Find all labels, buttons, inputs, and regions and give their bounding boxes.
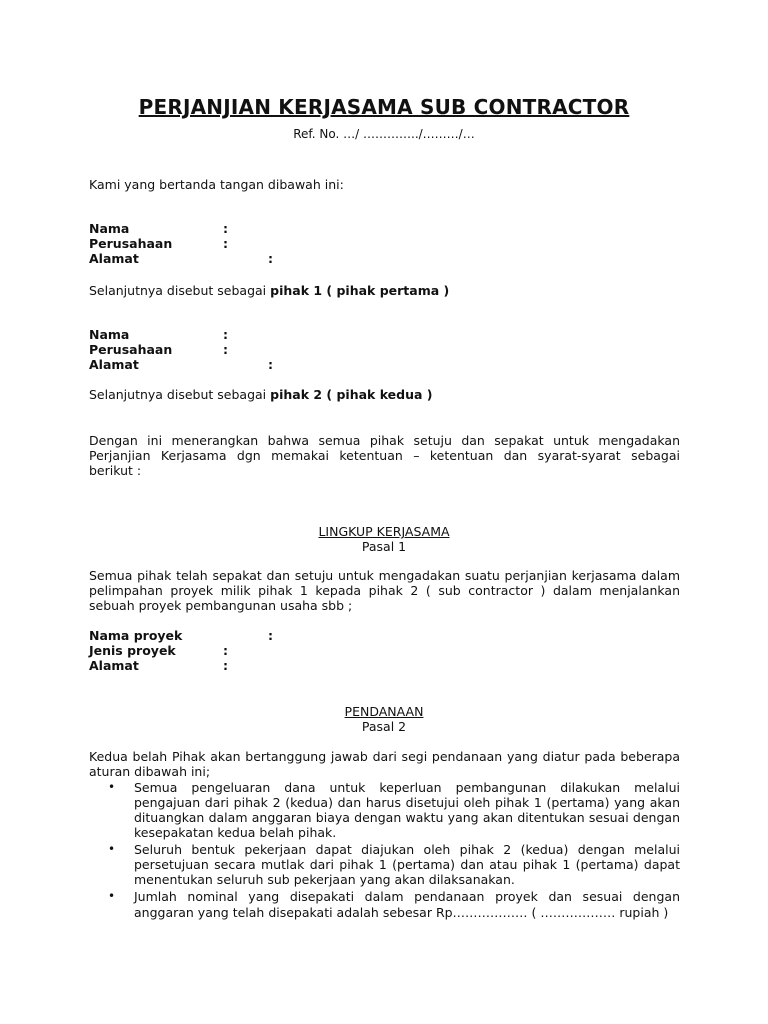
bullet-marker: • <box>108 780 116 794</box>
section1-body-line: pelimpahan proyek milik pihak 1 kepada pihak 2 ( sub contractor ) dalam menjalankan <box>89 583 680 598</box>
party1-name-colon: : <box>223 221 228 236</box>
party1-designation-term: pihak 1 ( pihak pertama ) <box>270 283 450 298</box>
reference-number: Ref. No. …/ …………../………/… <box>293 127 475 141</box>
party2-address-colon: : <box>268 357 273 372</box>
bullet1-line: pengajuan dari pihak 2 (kedua) dan harus disetujui oleh pihak 1 (pertama) yang akan <box>134 795 680 810</box>
section1-pasal: Pasal 1 <box>361 539 407 554</box>
bullet1-line: Semua pengeluaran dana untuk keperluan pembangunan dilakukan melalui <box>134 780 680 795</box>
bullet2-line: Seluruh bentuk pekerjaan dapat diajukan oleh pihak 2 (kedua) dengan melalui <box>134 842 680 857</box>
section2-intro-line: aturan dibawah ini; <box>89 764 211 779</box>
party1-name-label: Nama <box>89 221 130 236</box>
party2-name-colon: : <box>223 327 228 342</box>
bullet1-line: kesepakatan kedua belah pihak. <box>134 825 337 840</box>
bullet3-line: anggaran yang telah disepakati adalah sebesar Rp……………… ( ……………… rupiah ) <box>134 905 669 920</box>
party2-company-label: Perusahaan <box>89 342 173 357</box>
section2-pasal: Pasal 2 <box>361 719 407 734</box>
project-type-colon: : <box>223 643 228 658</box>
bullet2-line: persetujuan secara mutlak dari pihak 1 (pertama) dan atau pihak 1 (pertama) dapat <box>134 857 680 872</box>
project-address-label: Alamat <box>89 658 139 673</box>
document-title: PERJANJIAN KERJASAMA SUB CONTRACTOR <box>138 95 630 119</box>
party2-address-label: Alamat <box>89 357 139 372</box>
project-address-colon: : <box>223 658 228 673</box>
agreement-line: Dengan ini menerangkan bahwa semua pihak setuju dan sepakat untuk mengadakan <box>89 433 680 448</box>
bullet-marker: • <box>108 842 116 856</box>
section2-heading: PENDANAAN <box>344 704 424 719</box>
project-name-colon: : <box>268 628 273 643</box>
party2-designation-prefix: Selanjutnya disebut sebagai <box>89 387 271 402</box>
party1-designation <box>89 283 449 298</box>
bullet3-line: Jumlah nominal yang disepakati dalam pendanaan proyek dan sesuai dengan <box>134 889 680 904</box>
bullet-marker: • <box>108 889 116 903</box>
bullet2-line: menentukan seluruh sub pekerjaan yang akan dilaksanakan. <box>134 872 515 887</box>
party1-company-colon: : <box>223 236 228 251</box>
party1-company-label: Perusahaan <box>89 236 173 251</box>
section1-body-line: Semua pihak telah sepakat dan setuju untuk mengadakan suatu perjanjian kerjasama dalam <box>89 568 680 583</box>
project-type-label: Jenis proyek <box>89 643 176 658</box>
section1-body-line: sebuah proyek pembangunan usaha sbb ; <box>89 598 353 613</box>
party2-company-colon: : <box>223 342 228 357</box>
section2-intro-line: Kedua belah Pihak akan bertanggung jawab dari segi pendanaan yang diatur pada beberapa <box>89 749 680 764</box>
party2-designation-term: pihak 2 ( pihak kedua ) <box>270 387 433 402</box>
intro-text: Kami yang bertanda tangan dibawah ini: <box>89 177 344 192</box>
party1-designation-prefix: Selanjutnya disebut sebagai <box>89 283 271 298</box>
bullet1-line: dituangkan dalam anggaran biaya dengan waktu yang akan ditentukan sesuai dengan <box>134 810 680 825</box>
agreement-line: berikut : <box>89 463 142 478</box>
party2-designation <box>89 387 433 402</box>
party1-address-label: Alamat <box>89 251 139 266</box>
section1-heading: LINGKUP KERJASAMA <box>318 524 450 539</box>
party2-name-label: Nama <box>89 327 130 342</box>
project-name-label: Nama proyek <box>89 628 183 643</box>
party1-address-colon: : <box>268 251 273 266</box>
agreement-line: Perjanjian Kerjasama dgn memakai ketentuan – ketentuan dan syarat-syarat sebagai <box>89 448 680 463</box>
